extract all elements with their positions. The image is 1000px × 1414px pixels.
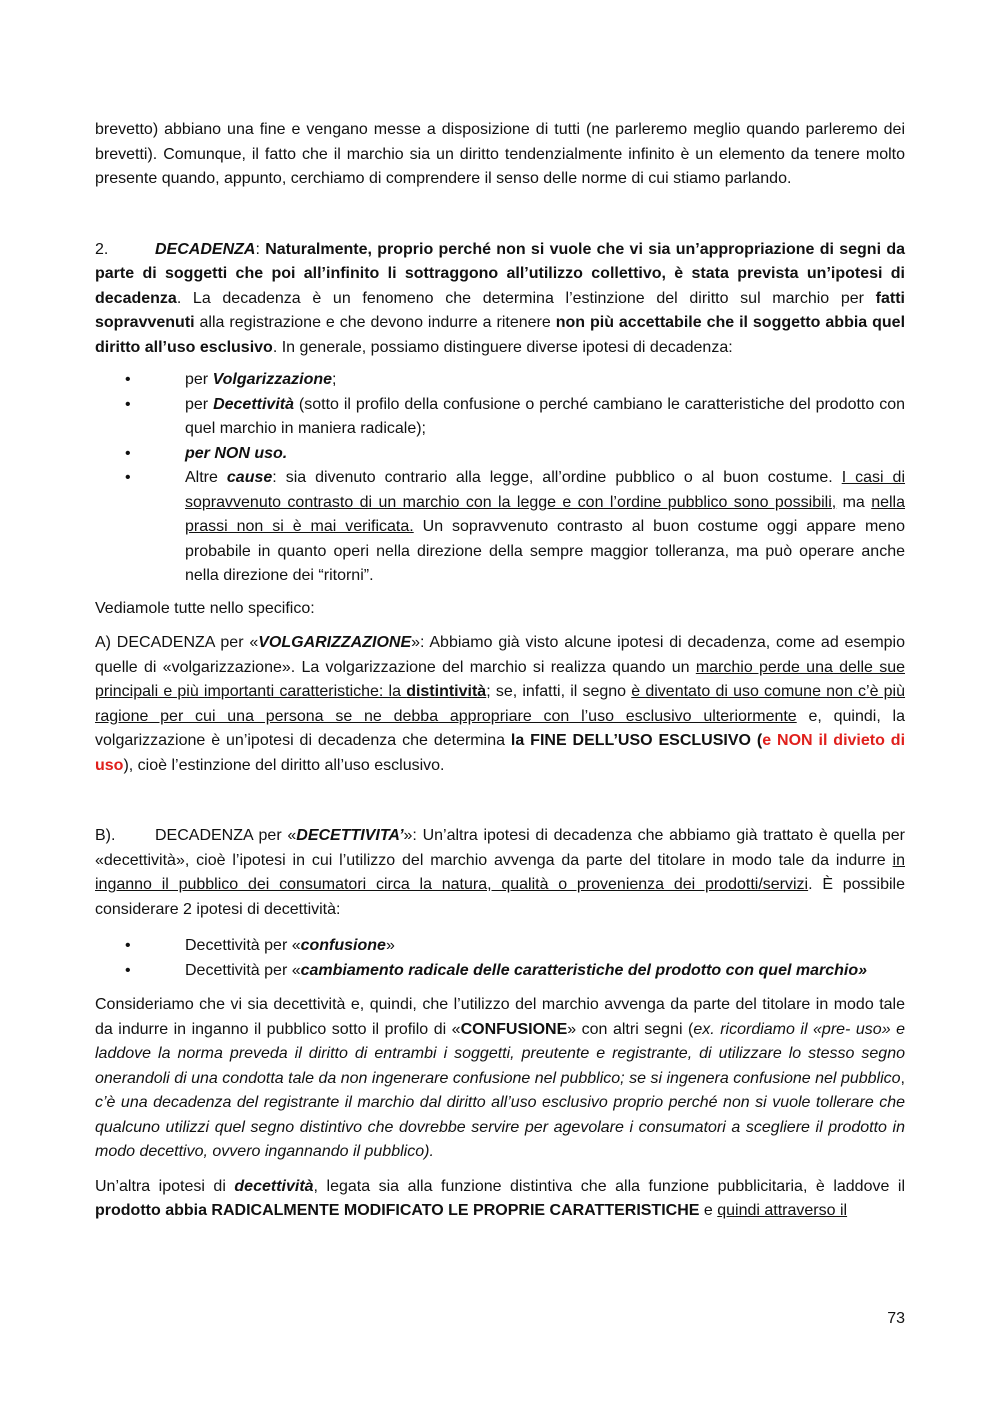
section-b-number: B).: [95, 827, 116, 844]
section-b-paragraph: B). DECADENZA per «DECETTIVITA’»: Un’altra ipotesi di decadenza che abbiamo già trattato è quella per «decettività», cioè l’ipotesi in cui l’utilizzo del marchio avvenga da parte del titolare in modo tale da indurre in inganno il pubblico dei consumatori circa la natura, qualità o provenienza dei prodotti/servizi. È possibile considerare 2 ipotesi di decettività:: [95, 824, 905, 922]
bullet-icon: •: [125, 371, 131, 388]
decadenza-types-list: [95, 368, 905, 589]
list-item: • per Volgarizzazione;: [95, 368, 905, 393]
section-a-paragraph: A) DECADENZA per «VOLGARIZZAZIONE»: Abbiamo già visto alcune ipotesi di decadenza, come ad esempio quelle di «volgarizzazione». La volgarizzazione del marchio si realizza quando un marchio perde una delle sue principali e più importanti caratteristiche: la distintività; se, infatti, il segno è diventato di uso comune non c’è più ragione per cui una persona se ne debba appropriare con l’uso esclusivo ulteriormente e, quindi, la volgarizzazione è un’ipotesi di decadenza che determina la FINE DELL’USO ESCLUSIVO (e NON il divieto di uso), cioè l’estinzione del diritto all’uso esclusivo.: [95, 634, 906, 774]
bullet-icon: •: [125, 395, 131, 413]
list-item: • Altre cause: sia divenuto contrario alla legge, all’ordine pubblico o al buon costume. I casi di sopravvenuto contrasto di un marchio con la legge e con l’ordine pubblico sono possibili, ma nella prassi non si è mai verificata. Un sopravvenuto contrasto al buon costume oggi appare meno probabile in quanto operi nella direzione della sempre maggior tolleranza, ma può operare anche nella direzione dei “ritorni”.: [95, 466, 905, 589]
last-paragraph: Un’altra ipotesi di decettività, legata sia alla funzione distintiva che alla funzione pubblicitaria, è laddove il prodotto abbia RADICALMENTE MODIFICATO LE PROPRIE CARATTERISTICHE e quindi attraverso il: [95, 1177, 906, 1219]
list-item: • Decettività per «confusione»: [95, 934, 905, 959]
section-2-title: DECADENZA: [155, 240, 256, 258]
page-number: 73: [887, 1310, 905, 1327]
document-page: [95, 118, 905, 1224]
decettivita-types-list: [95, 934, 905, 983]
section-2-number: 2.: [95, 240, 109, 258]
list-item: • per Decettività (sotto il profilo della confusione o perché cambiano le caratteristiche del prodotto con quel marchio in maniera radicale);: [95, 393, 905, 442]
bullet-icon: •: [125, 469, 131, 486]
section-2-paragraph: 2. DECADENZA: Naturalmente, proprio perché non si vuole che vi sia un’appropriazione di segni da parte di soggetti che poi all’infinito li sottraggono all’utilizzo collettivo, è stata prevista un’ipotesi di decadenza. La decadenza è un fenomeno che determina l’estinzione del diritto sul marchio per fatti sopravvenuti alla registrazione e che devono indurre a ritenere non più accettabile che il soggetto abbia quel diritto all’uso esclusivo. In generale, possiamo distinguere diverse ipotesi di decadenza:: [95, 238, 905, 361]
list-item: • Decettività per «cambiamento radicale delle caratteristiche del prodotto con quel marchio»: [95, 959, 905, 984]
bullet-icon: •: [125, 444, 131, 462]
bullet-icon: •: [125, 937, 131, 954]
list-item: • per NON uso.: [95, 442, 905, 467]
confusione-paragraph: Consideriamo che vi sia decettività e, quindi, che l’utilizzo del marchio avvenga da parte del titolare in modo tale da indurre in inganno il pubblico sotto il profilo di «CONFUSIONE» con altri segni (ex. ricordiamo il «pre- uso» e laddove la norma preveda il diritto di entrambi i soggetti, preutente e registrante, di utilizzare lo stesso segno onerandoli di una condotta tale da non ingenerare confusione nel pubblico; se si ingenera confusione nel pubblico, c’è una decadenza del registrante il marchio dal diritto all’uso esclusivo proprio perché non si vuole tollerare che qualcuno utilizzi quel segno distintivo che dovrebbe servire per agevolare i consumatori a scegliere il prodotto in modo decettivo, ovvero ingannando il pubblico).: [95, 996, 906, 1160]
vediamole-paragraph: Vediamole tutte nello specifico:: [95, 599, 315, 617]
intro-paragraph: brevetto) abbiano una fine e vengano messe a disposizione di tutti (ne parleremo meglio quando parleremo dei brevetti). Comunque, il fatto che il marchio sia un diritto tendenzialmente infinito è un elemento da tenere molto presente quando, appunto, cerchiamo di comprendere il senso delle norme di cui stiamo parlando.: [95, 121, 905, 187]
bullet-icon: •: [125, 961, 131, 979]
